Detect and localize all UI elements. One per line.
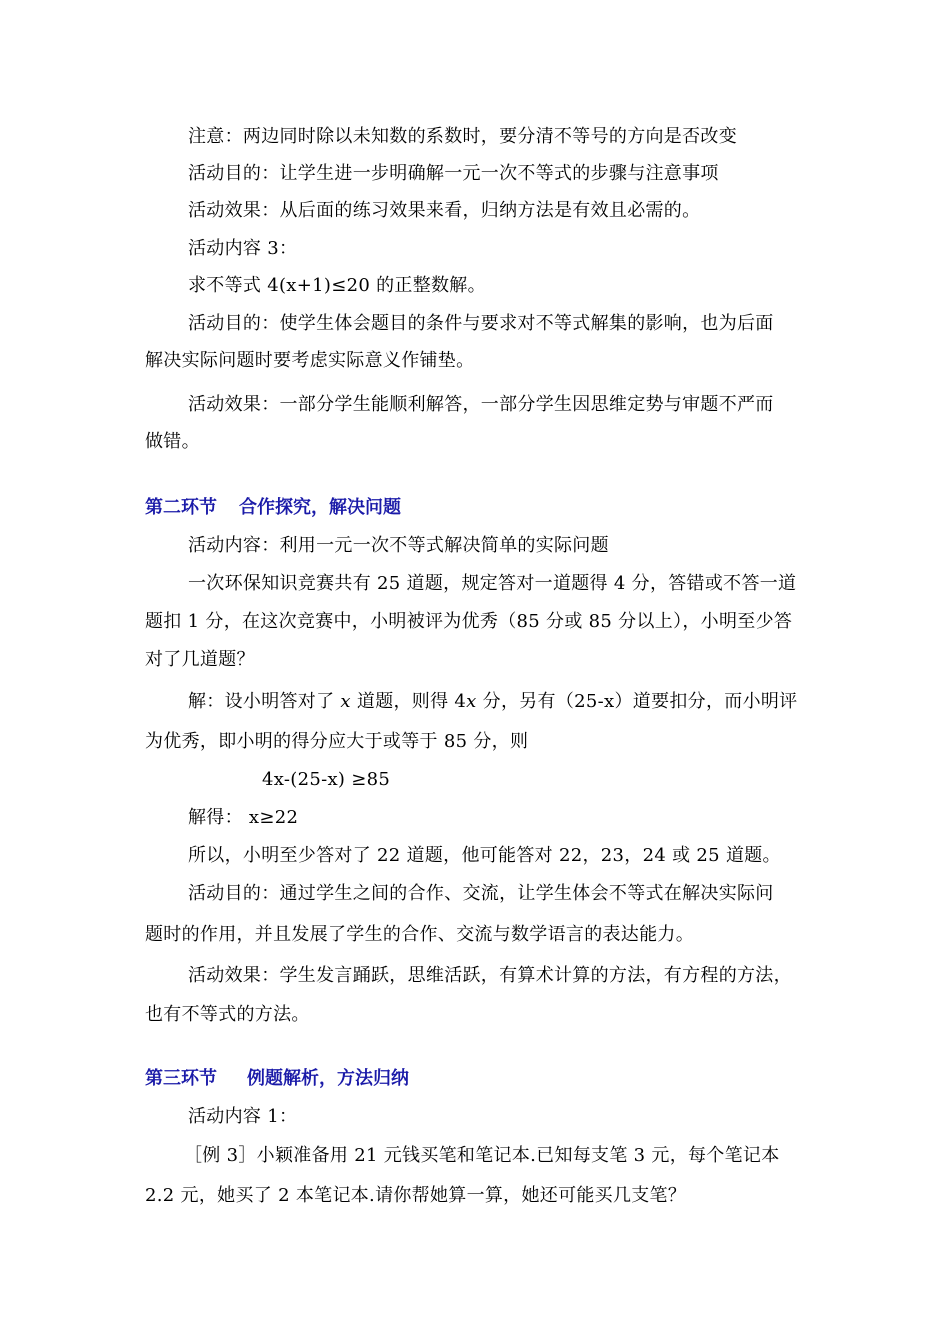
section-2-number: 第二环节 (145, 497, 217, 518)
s2-solution-text-b: 道题，则得 4 (350, 691, 467, 712)
s2-solution-var: x (340, 691, 351, 712)
s2-problem-line-3: 对了几道题？ (145, 649, 255, 670)
s2-solution-text-c: 分，另有（25-x）道要扣分，而小明评 (476, 691, 798, 712)
s2-conclusion: 所以，小明至少答对了 22 道题，他可能答对 22，23，24 或 25 道题。 (188, 845, 781, 866)
s2-solution-text-a: 解：设小明答对了 (188, 691, 341, 712)
activity-goal-line-2: 活动目的：使学生体会题目的条件与要求对不等式解集的影响，也为后面 (188, 313, 774, 334)
activity-effect-line: 活动效果：从后面的练习效果来看，归纳方法是有效且必需的。 (188, 200, 701, 221)
s2-solution-line-1 (188, 689, 797, 715)
s2-solve-result: 解得： x≥22 (188, 807, 299, 828)
inequality-problem-line: 求不等式 4(x+1)≤20 的正整数解。 (188, 275, 486, 296)
s2-problem-line-1: 一次环保知识竞赛共有 25 道题，规定答对一道题得 4 分，答错或不答一道 (188, 573, 797, 594)
s3-example-line-1: ［例 3］小颖准备用 21 元钱买笔和笔记本.已知每支笔 3 元，每个笔记本 (184, 1145, 780, 1166)
s2-activity-content: 活动内容：利用一元一次不等式解决简单的实际问题 (188, 535, 609, 556)
section-3-title: 例题解析，方法归纳 (247, 1068, 409, 1089)
activity-goal-line-2-cont: 解决实际问题时要考虑实际意义作铺垫。 (145, 350, 475, 371)
note-line: 注意：两边同时除以未知数的系数时，要分清不等号的方向是否改变 (188, 126, 737, 147)
s3-activity-content: 活动内容 1： (188, 1106, 298, 1127)
section-3-number: 第三环节 (145, 1068, 217, 1089)
s2-inequality: 4x-(25-x) ≥85 (262, 769, 391, 790)
s2-solution-var-2: x (466, 691, 477, 712)
activity-effect-line-2-cont: 做错。 (145, 431, 200, 452)
s2-activity-effect-cont: 也有不等式的方法。 (145, 1004, 310, 1025)
s2-solution-line-2: 为优秀，即小明的得分应大于或等于 85 分，则 (145, 731, 529, 752)
activity-content-3-label: 活动内容 3： (188, 238, 298, 259)
s3-example-line-2: 2.2 元，她买了 2 本笔记本.请你帮她算一算，她还可能买几支笔？ (145, 1185, 687, 1206)
section-2-title: 合作探究，解决问题 (239, 497, 401, 518)
s2-activity-goal-cont: 题时的作用，并且发展了学生的合作、交流与数学语言的表达能力。 (145, 924, 694, 945)
s2-problem-line-2: 题扣 1 分，在这次竞赛中，小明被评为优秀（85 分或 85 分以上），小明至少答 (145, 611, 793, 632)
activity-goal-line: 活动目的：让学生进一步明确解一元一次不等式的步骤与注意事项 (188, 163, 719, 184)
activity-effect-line-2: 活动效果：一部分学生能顺利解答，一部分学生因思维定势与审题不严而 (188, 394, 774, 415)
s2-activity-effect: 活动效果：学生发言踊跃，思维活跃，有算术计算的方法，有方程的方法， (188, 965, 792, 986)
section-2-heading (145, 495, 401, 521)
s2-activity-goal: 活动目的：通过学生之间的合作、交流，让学生体会不等式在解决实际问 (188, 883, 774, 904)
section-3-heading (145, 1066, 409, 1092)
